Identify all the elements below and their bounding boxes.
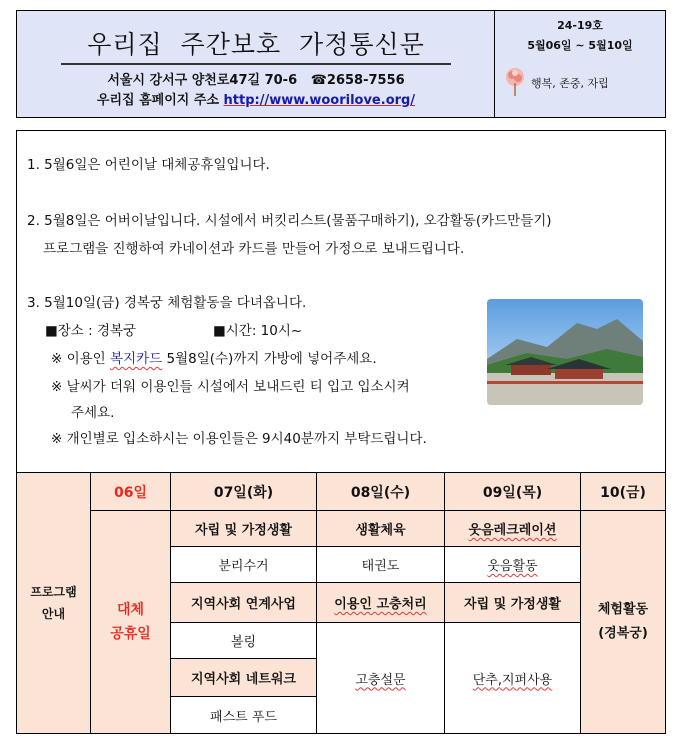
title-underline xyxy=(61,63,451,65)
address-phone: 서울시 강서구 양천로47길 70-6 ☎2658-7556 xyxy=(107,73,405,88)
gyeongbokgung-photo xyxy=(487,299,643,405)
day09-activity-1: 웃음활동 xyxy=(445,547,581,583)
notice-box xyxy=(16,130,666,472)
welfare-card-link[interactable]: 복지카드 xyxy=(110,351,163,367)
day-header-07: 07일(화) xyxy=(171,473,317,511)
notice-note-2-line-1: ※ 날씨가 더워 이용인들 시설에서 보내드린 티 입고 입소시켜 xyxy=(51,379,410,395)
notice-note-1: ※ 이용인 복지카드 5월8일(수)까지 가방에 넣어주세요. xyxy=(51,351,377,367)
day08-program-2: 이용인 고충처리 xyxy=(317,583,445,623)
day08-program-1: 생활체육 xyxy=(317,511,445,547)
trip-place: ■장소 : 경복궁 xyxy=(45,323,137,339)
notice-item-2-line-1: 2. 5월8일은 어버이날입니다. 시설에서 버킷리스트(물품구매하기), 오감활동(카드만들기) xyxy=(27,213,552,229)
day07-program-3: 지역사회 네트워크 xyxy=(171,659,317,697)
issue-dates: 5월06일 ~ 5월10일 xyxy=(527,39,633,52)
motto: 행복, 존중, 자립 xyxy=(531,77,609,90)
page-title: 우리집 주간보호 가정통신문 xyxy=(87,30,425,59)
day07-activity-3: 패스트 푸드 xyxy=(171,697,317,734)
day-header-09: 09일(목) xyxy=(445,473,581,511)
day09-program-1: 웃음레크레이션 xyxy=(445,511,581,547)
notice-item-2-line-2: 프로그램을 진행하여 카네이션과 카드를 만들어 가정으로 보내드립니다. xyxy=(43,241,465,257)
day08-activity-2: 고충설문 xyxy=(317,623,445,734)
holiday-cell: 대체 공휴일 xyxy=(91,511,171,734)
header-title-area xyxy=(17,11,495,117)
notice-item-3: 3. 5월10일(금) 경복궁 체험활동을 다녀옵니다. xyxy=(27,295,307,311)
notice-item-1: 1. 5월6일은 어린이날 대체공휴일입니다. xyxy=(27,157,270,173)
notice-note-2-line-2: 주세요. xyxy=(71,405,115,421)
notice-note-3: ※ 개인별로 입소하시는 이용인들은 9시40분까지 부탁드립니다. xyxy=(51,431,427,447)
day07-activity-2: 볼링 xyxy=(171,623,317,659)
program-schedule-table xyxy=(16,472,666,734)
homepage-line xyxy=(17,89,495,108)
day07-program-1: 자립 및 가정생활 xyxy=(171,511,317,547)
trip-time: ■시간: 10시~ xyxy=(213,323,303,339)
homepage-link[interactable]: http://www.woorilove.org/ xyxy=(223,93,416,108)
day-header-10: 10(금) xyxy=(581,473,666,511)
day07-activity-1: 분리수거 xyxy=(171,547,317,583)
homepage-label: 우리집 홈페이지 주소 xyxy=(96,93,224,108)
day08-activity-1: 태권도 xyxy=(317,547,445,583)
day09-program-2: 자립 및 가정생활 xyxy=(445,583,581,623)
day09-activity-2: 단추,지퍼사용 xyxy=(445,623,581,734)
program-guide-label: 프로그램 안내 xyxy=(17,473,91,734)
day10-field-trip: 체험활동 (경복궁) xyxy=(581,511,666,734)
day07-program-2: 지역사회 연계사업 xyxy=(171,583,317,623)
flower-icon xyxy=(503,67,527,97)
day-header-06: 06일 xyxy=(91,473,171,511)
day-header-08: 08일(수) xyxy=(317,473,445,511)
issue-number: 24-19호 xyxy=(557,19,603,32)
newsletter-header xyxy=(16,10,666,118)
